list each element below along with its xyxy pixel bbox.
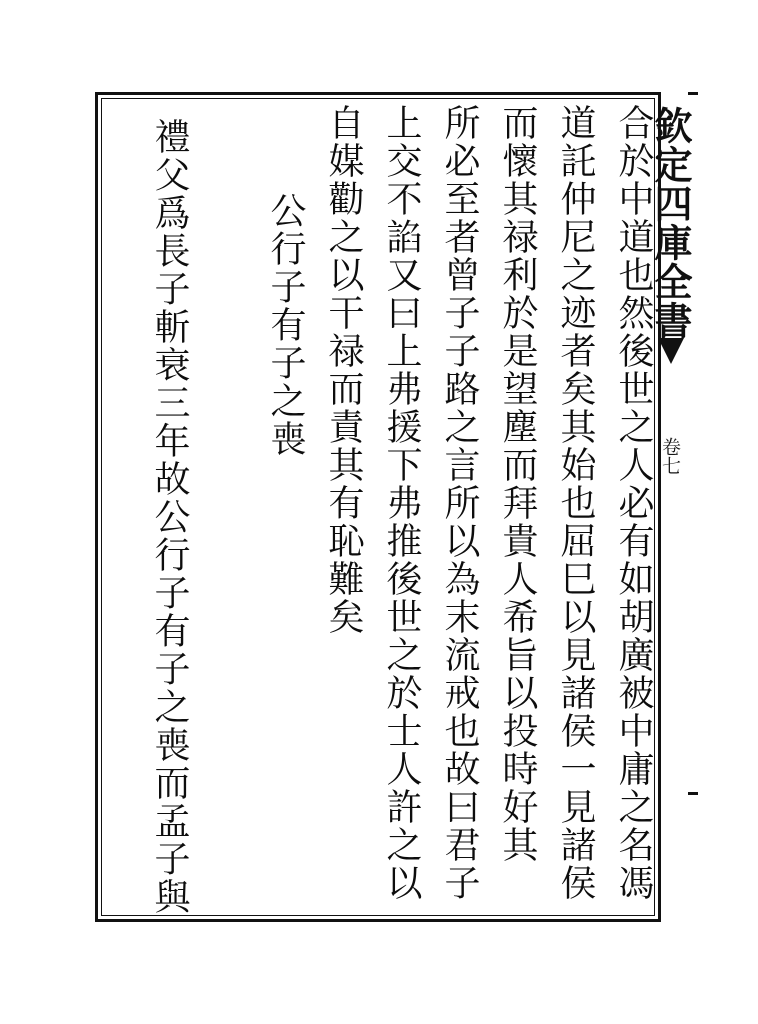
section-heading-column: 公行子有子之喪 (265, 192, 306, 458)
volume-mark: 卷七 (659, 437, 681, 475)
text-column: 禮父爲長子斬衰三年故公行子有子之喪而孟子與 (149, 118, 190, 916)
edge-tick-bottom (688, 792, 698, 795)
text-column: 而懷其禄利於是望塵而拜貴人希旨以投時好其 (497, 104, 538, 864)
fish-tail-mark (658, 338, 684, 364)
text-column: 上交不諂又曰上弗援下弗推後世之於士人許之以 (381, 104, 422, 902)
text-columns (104, 100, 652, 914)
edge-tick-top (688, 92, 698, 95)
banner-title: 欽定四庫全書 (648, 106, 693, 340)
blank-column (188, 100, 246, 912)
text-column: 自媒勸之以干禄而責其有恥難矣 (323, 104, 364, 636)
text-column: 道託仲尼之迹者矣其始也屈巳以見諸侯一見諸侯 (555, 104, 596, 902)
text-column: 合於中道也然後世之人必有如胡廣被中庸之名馮 (613, 104, 654, 902)
text-column: 所必至者曾子子路之言所以為末流戒也故曰君子 (439, 104, 480, 902)
